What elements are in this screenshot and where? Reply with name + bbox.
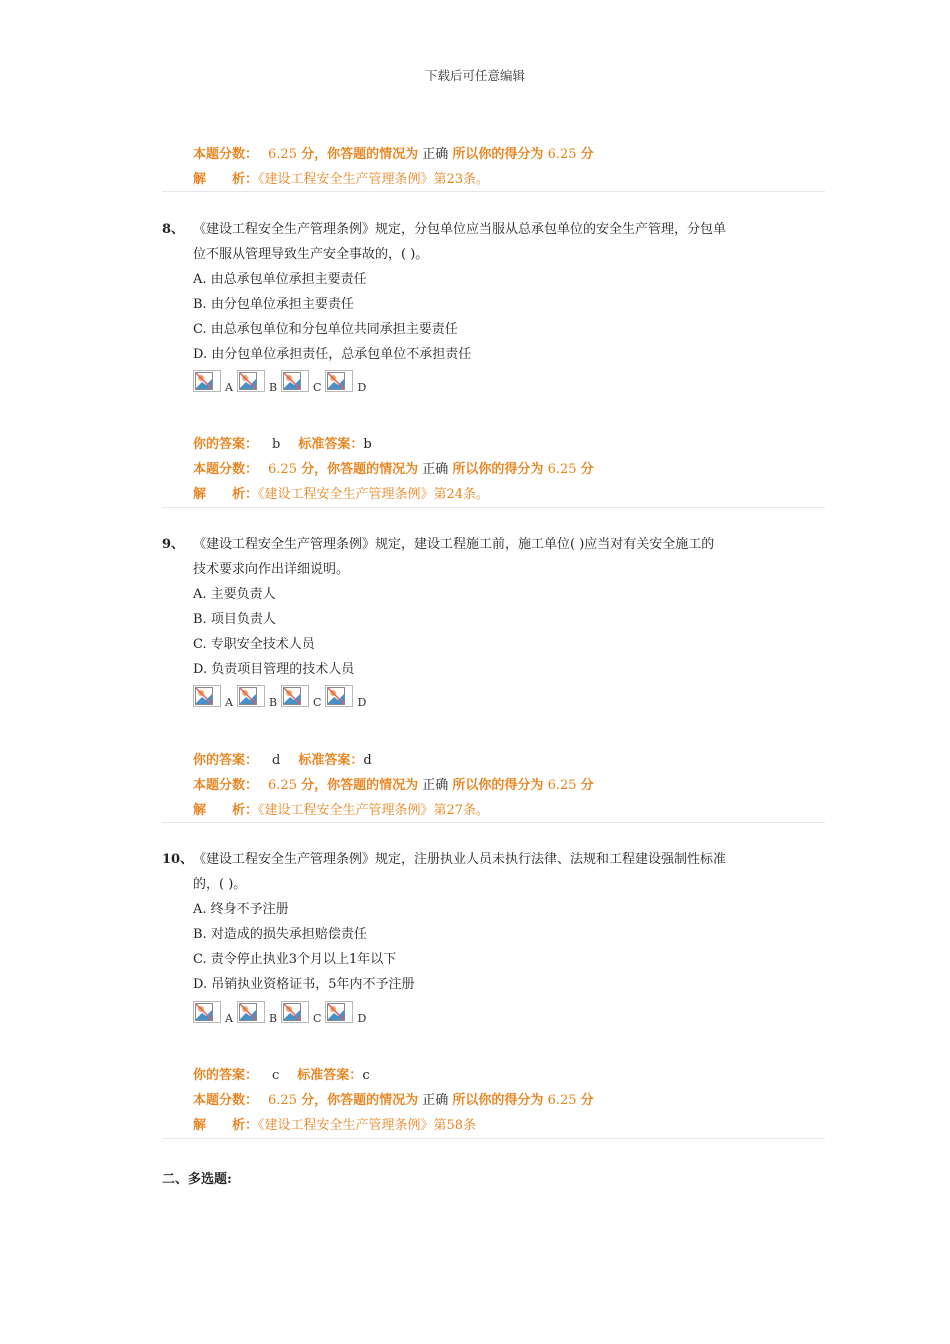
question-number: 8、 <box>162 222 185 237</box>
choice-d[interactable] <box>325 681 366 707</box>
option-c: C. 由总承包单位和分包单位共同承担主要责任 <box>193 322 458 337</box>
divider <box>162 507 825 508</box>
point-label: 分 <box>580 147 594 162</box>
question-10 <box>162 847 792 997</box>
got-score-value: 6.25 <box>547 778 577 793</box>
choice-label: B <box>268 1012 278 1025</box>
choice-row <box>193 997 366 1023</box>
score-line <box>193 457 825 482</box>
analysis-line <box>193 482 825 507</box>
question-9 <box>162 532 792 682</box>
choice-a[interactable] <box>193 681 233 707</box>
option-c: C. 专职安全技术人员 <box>193 637 315 652</box>
choice-b[interactable] <box>237 997 277 1023</box>
got-score-value: 6.25 <box>547 147 577 162</box>
broken-image-icon <box>325 370 353 392</box>
score-label: 本题分数： <box>193 462 259 477</box>
analysis-label: 解 析： <box>193 172 259 187</box>
your-answer-value: c <box>272 1068 280 1083</box>
score-unit-label: 分，你答题的情况为 <box>301 1093 419 1108</box>
broken-image-icon <box>237 370 265 392</box>
option-c: C. 责令停止执业3个月以上1年以下 <box>193 952 397 967</box>
question-text-cont: 技术要求向作出详细说明。 <box>193 562 350 577</box>
choice-row <box>193 681 366 707</box>
score-value: 6.25 <box>268 1093 297 1108</box>
standard-answer-label: 标准答案： <box>297 1068 363 1083</box>
your-answer-label: 你的答案： <box>193 437 259 452</box>
standard-answer-value: b <box>363 437 372 452</box>
broken-image-icon <box>281 1001 309 1023</box>
standard-answer-value: c <box>362 1068 370 1083</box>
standard-answer-label: 标准答案： <box>298 437 364 452</box>
option-a: A. 主要负责人 <box>193 587 276 602</box>
choice-label: A <box>225 1012 233 1025</box>
choice-label: B <box>268 381 278 394</box>
answer-line <box>193 748 825 773</box>
score-label: 本题分数： <box>193 778 259 793</box>
divider <box>162 822 825 823</box>
your-answer-label: 你的答案： <box>193 753 259 768</box>
question-text: 《建设工程安全生产管理条例》规定，建设工程施工前，施工单位( )应当对有关安全施工的 <box>193 537 715 552</box>
choice-a[interactable] <box>193 997 233 1023</box>
point-label: 分 <box>580 1093 594 1108</box>
choice-label: D <box>357 381 367 394</box>
option-a: A. 由总承包单位承担主要责任 <box>193 272 367 287</box>
choice-b[interactable] <box>237 681 277 707</box>
analysis-text: 《建设工程安全生产管理条例》第23条。 <box>258 172 490 187</box>
choice-c[interactable] <box>281 366 321 392</box>
analysis-text: 《建设工程安全生产管理条例》第58条 <box>258 1118 477 1133</box>
got-score-label: 所以你的得分为 <box>452 147 544 162</box>
divider <box>162 1138 825 1139</box>
question-text: 《建设工程安全生产管理条例》规定，分包单位应当服从总承包单位的安全生产管理，分包单 <box>193 222 727 237</box>
answer-status: 正确 <box>422 462 449 477</box>
standard-answer-value: d <box>363 753 372 768</box>
option-d: D. 由分包单位承担责任，总承包单位不承担责任 <box>193 347 472 362</box>
answer-status: 正确 <box>422 147 449 162</box>
got-score-label: 所以你的得分为 <box>452 1093 544 1108</box>
option-d: D. 吊销执业资格证书，5年内不予注册 <box>193 977 415 992</box>
choice-c[interactable] <box>281 997 321 1023</box>
broken-image-icon <box>237 1001 265 1023</box>
broken-image-icon <box>193 1001 221 1023</box>
score-line <box>193 1088 825 1113</box>
analysis-label: 解 析： <box>193 487 259 502</box>
choice-d[interactable] <box>325 366 366 392</box>
got-score-label: 所以你的得分为 <box>452 462 544 477</box>
score-unit-label: 分，你答题的情况为 <box>301 462 419 477</box>
broken-image-icon <box>281 370 309 392</box>
choice-c[interactable] <box>281 681 321 707</box>
broken-image-icon <box>325 1001 353 1023</box>
choice-b[interactable] <box>237 366 277 392</box>
choice-row <box>193 366 366 392</box>
question-number: 9、 <box>162 537 185 552</box>
analysis-text: 《建设工程安全生产管理条例》第27条。 <box>258 803 490 818</box>
score-unit-label: 分，你答题的情况为 <box>301 778 419 793</box>
choice-d[interactable] <box>325 997 366 1023</box>
broken-image-icon <box>193 685 221 707</box>
analysis-label: 解 析： <box>193 1118 259 1133</box>
broken-image-icon <box>193 370 221 392</box>
score-line <box>193 773 825 798</box>
choice-a[interactable] <box>193 366 233 392</box>
got-score-label: 所以你的得分为 <box>452 778 544 793</box>
broken-image-icon <box>325 685 353 707</box>
q9-result <box>193 748 825 823</box>
broken-image-icon <box>281 685 309 707</box>
option-d: D. 负责项目管理的技术人员 <box>193 662 355 677</box>
question-text-cont: 的，( )。 <box>193 877 247 892</box>
choice-label: C <box>313 381 322 394</box>
your-answer-value: d <box>272 753 281 768</box>
option-b: B. 对造成的损失承担赔偿责任 <box>193 927 367 942</box>
got-score-value: 6.25 <box>547 1093 577 1108</box>
question-number: 10、 <box>162 852 194 867</box>
section-title: 二、多选题: <box>162 1172 232 1187</box>
choice-label: D <box>357 696 367 709</box>
your-answer-value: b <box>272 437 281 452</box>
score-value: 6.25 <box>268 462 297 477</box>
q8-result <box>193 432 825 507</box>
choice-label: A <box>225 381 233 394</box>
analysis-line <box>193 798 825 823</box>
choice-label: C <box>313 1012 322 1025</box>
score-line <box>193 142 825 167</box>
point-label: 分 <box>580 778 594 793</box>
analysis-label: 解 析： <box>193 803 259 818</box>
broken-image-icon <box>237 685 265 707</box>
standard-answer-label: 标准答案： <box>298 753 364 768</box>
answer-line <box>193 1063 825 1088</box>
choice-label: C <box>313 696 322 709</box>
page-header: 下载后可任意编辑 <box>424 68 525 83</box>
option-a: A. 终身不予注册 <box>193 902 289 917</box>
your-answer-label: 你的答案： <box>193 1068 259 1083</box>
choice-label: A <box>225 696 233 709</box>
answer-status: 正确 <box>422 1093 449 1108</box>
analysis-line <box>193 167 825 192</box>
choice-label: D <box>357 1012 367 1025</box>
question-8 <box>162 217 792 367</box>
answer-line <box>193 432 825 457</box>
analysis-text: 《建设工程安全生产管理条例》第24条。 <box>258 487 490 502</box>
score-label: 本题分数： <box>193 1093 259 1108</box>
question-text: 《建设工程安全生产管理条例》规定，注册执业人员未执行法律、法规和工程建设强制性标准 <box>193 852 727 867</box>
score-unit-label: 分，你答题的情况为 <box>301 147 419 162</box>
divider <box>162 191 825 192</box>
point-label: 分 <box>580 462 594 477</box>
q7-result <box>193 142 825 192</box>
score-value: 6.25 <box>268 778 297 793</box>
got-score-value: 6.25 <box>547 462 577 477</box>
option-b: B. 项目负责人 <box>193 612 276 627</box>
question-text-cont: 位不服从管理导致生产安全事故的，( )。 <box>193 247 429 262</box>
option-b: B. 由分包单位承担主要责任 <box>193 297 354 312</box>
choice-label: B <box>268 696 278 709</box>
score-value: 6.25 <box>268 147 297 162</box>
score-label: 本题分数： <box>193 147 259 162</box>
answer-status: 正确 <box>422 778 449 793</box>
q10-result <box>193 1063 825 1138</box>
analysis-line <box>193 1113 825 1138</box>
